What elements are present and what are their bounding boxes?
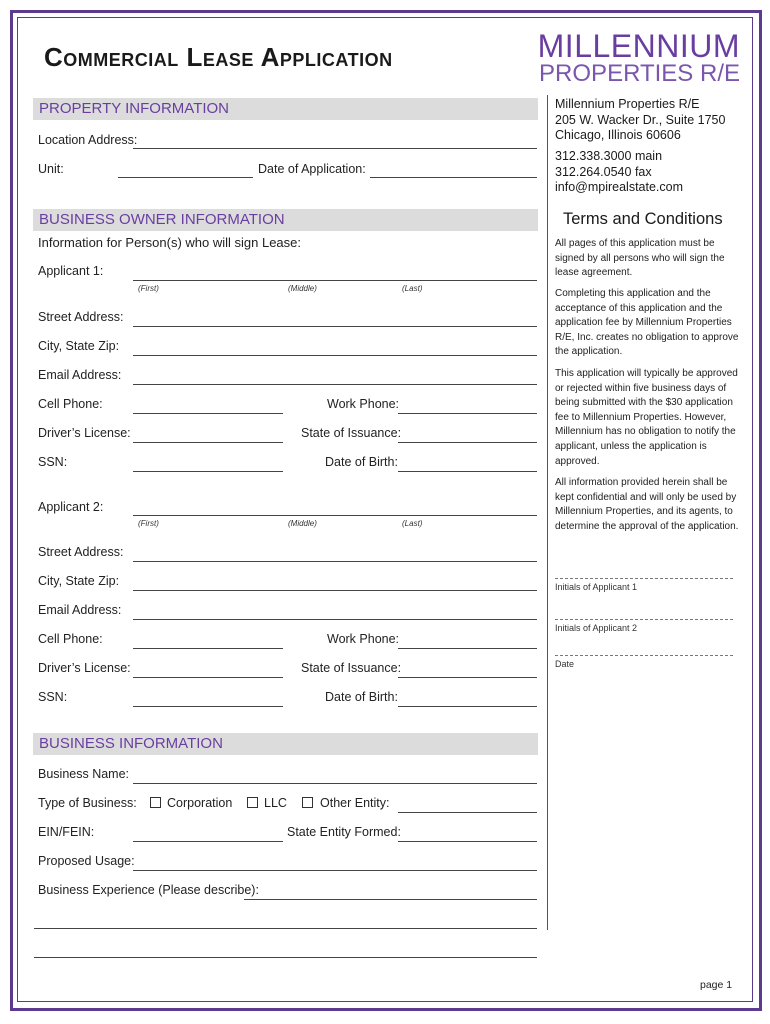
ein-label: EIN/FEIN: [38,825,95,839]
other-entity-field[interactable] [398,812,537,813]
other-entity-checkbox[interactable] [302,797,313,808]
llc-checkbox[interactable] [247,797,258,808]
applicant1-name-field[interactable] [133,280,537,281]
column-divider [547,95,548,930]
applicant2-email-label: Email Address: [38,603,122,617]
applicant1-street-label: Street Address: [38,310,124,324]
terms-paragraph-2: Completing this application and the acceptance of this application and the application fee by Millennium Properties R/E, Inc. creates no obligation to approve the application. [555,288,739,358]
owner-subheading: Information for Person(s) who will sign Lease: [38,235,302,250]
location-address-label: Location Address: [38,133,138,147]
business-experience-label: Business Experience (Please describe): [38,883,259,897]
applicant2-issuance-label: State of Issuance: [301,661,402,675]
applicant2-dob-field[interactable] [398,706,537,707]
applicant1-ssn-label: SSN: [38,455,68,469]
terms-date-field[interactable] [555,655,733,656]
logo-line2: PROPERTIES R/E [539,60,740,87]
unit-field[interactable] [118,177,253,178]
proposed-usage-field[interactable] [133,870,537,871]
applicant1-last-hint: (Last) [402,284,423,293]
state-formed-field[interactable] [398,841,537,842]
applicant2-email-field[interactable] [133,619,537,620]
company-logo [518,30,740,86]
company-phone: 312.338.3000 main [555,149,663,163]
unit-label: Unit: [38,162,64,176]
applicant1-work-label: Work Phone: [327,397,400,411]
date-of-application-field[interactable] [370,177,537,178]
property-section-header [33,98,538,120]
llc-label: LLC [264,796,287,810]
applicant2-license-label: Driver’s License: [38,661,131,675]
applicant2-license-field[interactable] [133,677,283,678]
applicant2-street-field[interactable] [133,561,537,562]
company-contact-block [555,149,741,196]
owner-section-header [33,209,538,231]
applicant1-email-label: Email Address: [38,368,122,382]
company-address2: Chicago, Illinois 60606 [555,128,681,142]
applicant2-label: Applicant 2: [38,500,104,514]
business-section-header [33,733,538,755]
applicant1-dob-field[interactable] [398,471,537,472]
applicant1-work-field[interactable] [398,413,537,414]
applicant1-street-field[interactable] [133,326,537,327]
date-of-application-label: Date of Application: [258,162,366,176]
applicant2-dob-label: Date of Birth: [325,690,398,704]
applicant2-cell-field[interactable] [133,648,283,649]
corporation-label: Corporation [167,796,233,810]
owner-section-title: BUSINESS OWNER INFORMATION [39,211,285,228]
logo-line1: MILLENNIUM [537,28,740,64]
terms-paragraph-3: This application will typically be approved or rejected within five business days of being submitted with the $30 application fee to Millennium Properties. However, Millennium has no obligation to notify the applicant, unless the application is approved. [555,368,738,467]
initials-applicant1-field[interactable] [555,578,733,579]
initials-applicant1-label: Initials of Applicant 1 [555,582,638,592]
applicant2-last-hint: (Last) [402,519,423,528]
company-address1: 205 W. Wacker Dr., Suite 1750 [555,112,726,127]
applicant2-work-field[interactable] [398,648,537,649]
page-number: page 1 [700,979,733,991]
applicant2-issuance-field[interactable] [398,677,537,678]
business-section-title: BUSINESS INFORMATION [39,735,223,752]
applicant1-cell-label: Cell Phone: [38,397,103,411]
applicant1-middle-hint: (Middle) [288,284,317,293]
applicant1-dob-label: Date of Birth: [325,455,398,469]
applicant2-name-field[interactable] [133,515,537,516]
company-email[interactable]: info@mpirealstate.com [555,180,684,194]
applicant1-license-field[interactable] [133,442,283,443]
applicant1-email-field[interactable] [133,384,537,385]
state-formed-label: State Entity Formed: [287,825,401,839]
applicant1-issuance-label: State of Issuance: [301,426,402,440]
business-experience-line2[interactable] [34,928,537,929]
other-entity-label: Other Entity: [320,796,390,810]
initials-applicant2-label: Initials of Applicant 2 [555,623,638,633]
business-type-label: Type of Business: [38,796,137,810]
applicant2-work-label: Work Phone: [327,632,400,646]
business-name-label: Business Name: [38,767,130,781]
applicant2-ssn-field[interactable] [133,706,283,707]
property-section-title: PROPERTY INFORMATION [39,100,230,117]
initials-applicant2-field[interactable] [555,619,733,620]
terms-paragraph-4: All information provided herein shall be kept confidential and will only be used by Millennium Properties, and its agents, to determine the approval of the application. [555,477,739,532]
applicant2-street-label: Street Address: [38,545,124,559]
applicant1-issuance-field[interactable] [398,442,537,443]
terms-paragraph-1: All pages of this application must be signed by all persons who will sign the lease agreement. [555,238,725,279]
applicant2-ssn-label: SSN: [38,690,68,704]
applicant2-city-label: City, State Zip: [38,574,120,588]
business-experience-line3[interactable] [34,957,537,958]
applicant1-ssn-field[interactable] [133,471,283,472]
business-name-field[interactable] [133,783,537,784]
page-title: Commercial Lease Application [44,42,393,72]
applicant1-license-label: Driver’s License: [38,426,131,440]
applicant1-city-field[interactable] [133,355,537,356]
company-address-block [555,97,741,144]
company-fax: 312.264.0540 fax [555,164,652,179]
ein-field[interactable] [133,841,283,842]
applicant1-cell-field[interactable] [133,413,283,414]
applicant1-first-hint: (First) [138,284,159,293]
applicant1-label: Applicant 1: [38,264,104,278]
applicant1-city-label: City, State Zip: [38,339,120,353]
terms-title: Terms and Conditions [563,210,723,228]
proposed-usage-label: Proposed Usage: [38,854,135,868]
applicant2-first-hint: (First) [138,519,159,528]
company-name: Millennium Properties R/E [555,97,700,111]
applicant2-middle-hint: (Middle) [288,519,317,528]
applicant2-cell-label: Cell Phone: [38,632,103,646]
terms-date-label: Date [555,659,575,669]
corporation-checkbox[interactable] [150,797,161,808]
location-address-field[interactable] [133,148,537,149]
applicant2-city-field[interactable] [133,590,537,591]
business-experience-field[interactable] [244,899,537,900]
